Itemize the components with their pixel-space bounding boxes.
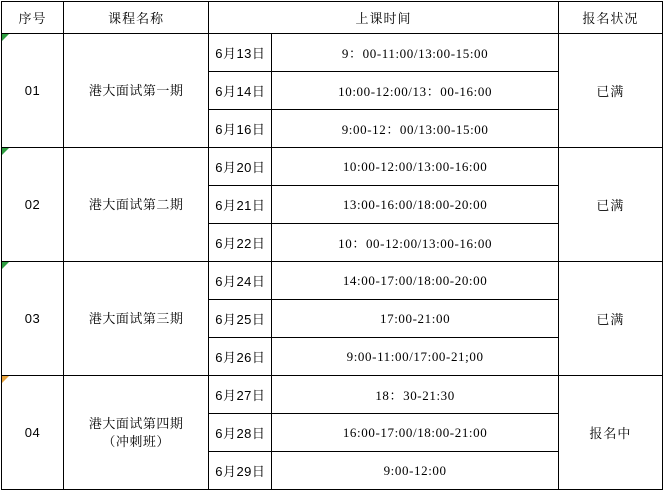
enrollment-status-cell: 报名中 bbox=[558, 376, 662, 490]
session-date-cell: 6月21日 bbox=[209, 186, 272, 224]
row-index-cell: 03 bbox=[2, 262, 64, 376]
session-time-cell: 13:00-16:00/18:00-20:00 bbox=[272, 186, 558, 224]
session-time-cell: 16:00-17:00/18:00-21:00 bbox=[272, 414, 558, 452]
session-time-cell: 9:00-11:00/17:00-21;00 bbox=[272, 338, 558, 376]
column-header-index: 序号 bbox=[2, 2, 64, 34]
session-date-cell: 6月29日 bbox=[209, 452, 272, 490]
table-header bbox=[2, 2, 663, 34]
enrollment-status-cell: 已满 bbox=[558, 148, 662, 262]
column-header-enrollment-status: 报名状况 bbox=[558, 2, 662, 34]
table-row bbox=[2, 376, 663, 414]
table-body bbox=[2, 34, 663, 490]
table-row bbox=[2, 34, 663, 72]
session-date-cell: 6月26日 bbox=[209, 338, 272, 376]
session-time-cell: 9:00-12:00 bbox=[272, 452, 558, 490]
table-row bbox=[2, 148, 663, 186]
session-time-cell: 10:00-12:00/13：00-16:00 bbox=[272, 72, 558, 110]
session-date-cell: 6月28日 bbox=[209, 414, 272, 452]
column-header-class-time: 上课时间 bbox=[209, 2, 559, 34]
course-name-cell: 港大面试第四期 （冲刺班） bbox=[64, 376, 209, 490]
course-schedule-table bbox=[1, 1, 663, 490]
session-date-cell: 6月22日 bbox=[209, 224, 272, 262]
course-name-cell: 港大面试第三期 bbox=[64, 262, 209, 376]
session-date-cell: 6月16日 bbox=[209, 110, 272, 148]
session-date-cell: 6月14日 bbox=[209, 72, 272, 110]
session-time-cell: 9:00-12：00/13:00-15:00 bbox=[272, 110, 558, 148]
row-index-cell: 02 bbox=[2, 148, 64, 262]
session-time-cell: 9：00-11:00/13:00-15:00 bbox=[272, 34, 558, 72]
header-row bbox=[2, 2, 663, 34]
session-time-cell: 14:00-17:00/18:00-20:00 bbox=[272, 262, 558, 300]
session-date-cell: 6月20日 bbox=[209, 148, 272, 186]
enrollment-status-cell: 已满 bbox=[558, 262, 662, 376]
enrollment-status-cell: 已满 bbox=[558, 34, 662, 148]
session-date-cell: 6月13日 bbox=[209, 34, 272, 72]
row-index-cell: 01 bbox=[2, 34, 64, 148]
course-name-cell: 港大面试第二期 bbox=[64, 148, 209, 262]
row-index-cell: 04 bbox=[2, 376, 64, 490]
course-name-cell: 港大面试第一期 bbox=[64, 34, 209, 148]
session-date-cell: 6月24日 bbox=[209, 262, 272, 300]
session-date-cell: 6月25日 bbox=[209, 300, 272, 338]
session-time-cell: 10:00-12:00/13:00-16:00 bbox=[272, 148, 558, 186]
session-time-cell: 17:00-21:00 bbox=[272, 300, 558, 338]
column-header-course-name: 课程名称 bbox=[64, 2, 209, 34]
table-row bbox=[2, 262, 663, 300]
session-time-cell: 18：30-21:30 bbox=[272, 376, 558, 414]
session-date-cell: 6月27日 bbox=[209, 376, 272, 414]
schedule-sheet bbox=[0, 1, 664, 480]
session-time-cell: 10：00-12:00/13:00-16:00 bbox=[272, 224, 558, 262]
